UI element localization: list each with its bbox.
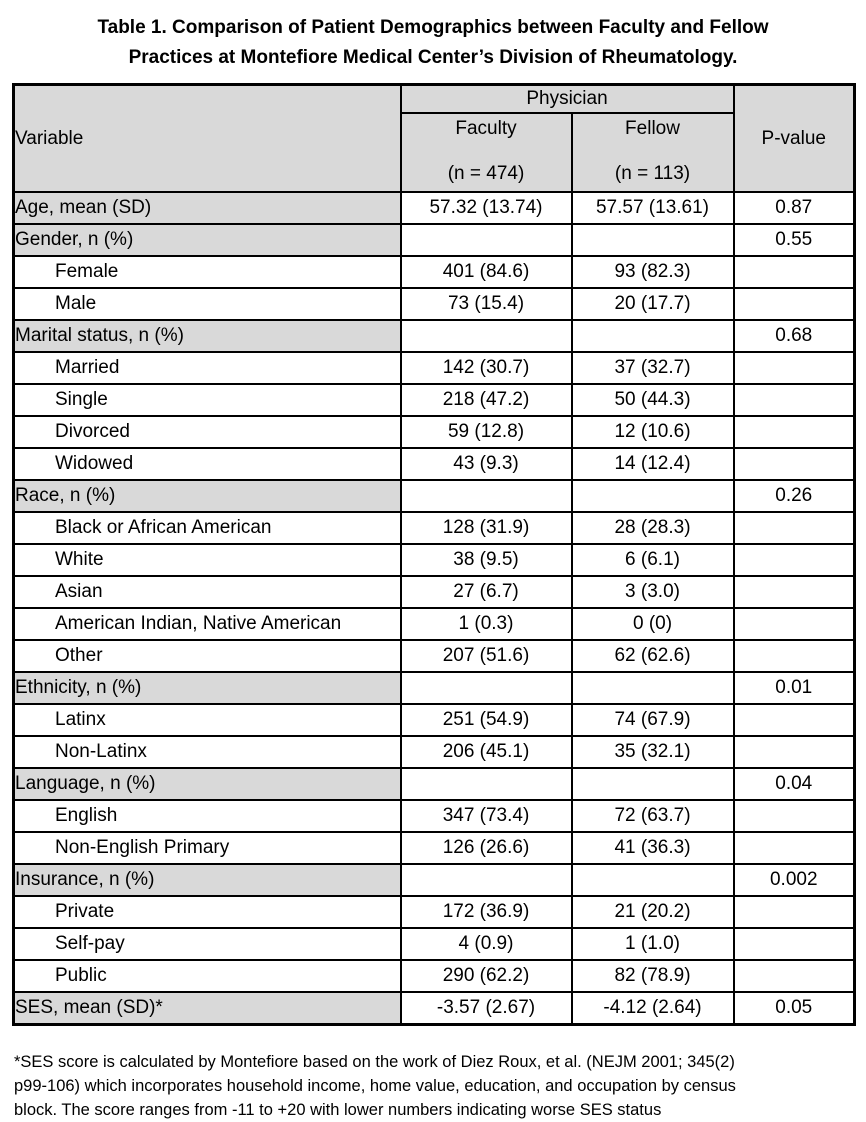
variable-cell: Asian bbox=[14, 576, 401, 608]
faculty-value-cell: 347 (73.4) bbox=[401, 800, 572, 832]
table-figure-page bbox=[0, 13, 866, 1119]
fellow-value-cell bbox=[572, 224, 734, 256]
variable-cell: Gender, n (%) bbox=[14, 224, 401, 256]
pvalue-cell bbox=[734, 896, 855, 928]
pvalue-cell: 0.04 bbox=[734, 768, 855, 800]
pvalue-cell: 0.87 bbox=[734, 192, 855, 224]
pvalue-cell: 0.68 bbox=[734, 320, 855, 352]
pvalue-cell bbox=[734, 288, 855, 320]
category-row bbox=[14, 672, 855, 704]
faculty-value-cell: 57.32 (13.74) bbox=[401, 192, 572, 224]
variable-cell: Non-Latinx bbox=[14, 736, 401, 768]
table-title bbox=[0, 13, 866, 73]
fellow-value-cell: 21 (20.2) bbox=[572, 896, 734, 928]
faculty-value-cell bbox=[401, 320, 572, 352]
pvalue-cell bbox=[734, 256, 855, 288]
variable-cell: English bbox=[14, 800, 401, 832]
footnote-line1: *SES score is calculated by Montefiore based on the work of Diez Roux, et al. (NEJM 2001; 345(2) bbox=[14, 1053, 735, 1071]
table-footnote bbox=[14, 1050, 866, 1122]
variable-cell: Insurance, n (%) bbox=[14, 864, 401, 896]
pvalue-cell: 0.26 bbox=[734, 480, 855, 512]
variable-cell: Married bbox=[14, 352, 401, 384]
sub-item-row bbox=[14, 832, 855, 864]
variable-cell: American Indian, Native American bbox=[14, 608, 401, 640]
pvalue-cell bbox=[734, 640, 855, 672]
faculty-value-cell: 59 (12.8) bbox=[401, 416, 572, 448]
category-row bbox=[14, 992, 855, 1025]
table-body bbox=[14, 192, 855, 1025]
sub-item-row bbox=[14, 256, 855, 288]
physician-column-group-header: Physician bbox=[401, 85, 734, 114]
footnote-line2: p99-106) which incorporates household income, home value, education, and occupation by census bbox=[14, 1077, 736, 1095]
fellow-label: Fellow bbox=[625, 118, 680, 139]
pvalue-cell: 0.01 bbox=[734, 672, 855, 704]
fellow-value-cell bbox=[572, 864, 734, 896]
pvalue-cell bbox=[734, 736, 855, 768]
pvalue-cell bbox=[734, 960, 855, 992]
fellow-value-cell: 28 (28.3) bbox=[572, 512, 734, 544]
faculty-value-cell: 126 (26.6) bbox=[401, 832, 572, 864]
faculty-value-cell bbox=[401, 768, 572, 800]
sub-item-row bbox=[14, 704, 855, 736]
fellow-value-cell: 41 (36.3) bbox=[572, 832, 734, 864]
pvalue-cell bbox=[734, 416, 855, 448]
category-row bbox=[14, 480, 855, 512]
variable-cell: Female bbox=[14, 256, 401, 288]
fellow-value-cell: 74 (67.9) bbox=[572, 704, 734, 736]
faculty-value-cell: 73 (15.4) bbox=[401, 288, 572, 320]
sub-item-row bbox=[14, 608, 855, 640]
sub-item-row bbox=[14, 896, 855, 928]
variable-cell: Ethnicity, n (%) bbox=[14, 672, 401, 704]
pvalue-cell: 0.002 bbox=[734, 864, 855, 896]
sub-item-row bbox=[14, 448, 855, 480]
sub-item-row bbox=[14, 640, 855, 672]
variable-cell: Single bbox=[14, 384, 401, 416]
pvalue-cell bbox=[734, 800, 855, 832]
sub-item-row bbox=[14, 800, 855, 832]
sub-item-row bbox=[14, 416, 855, 448]
faculty-value-cell: 207 (51.6) bbox=[401, 640, 572, 672]
sub-item-row bbox=[14, 384, 855, 416]
category-row bbox=[14, 224, 855, 256]
fellow-value-cell bbox=[572, 320, 734, 352]
faculty-value-cell: 401 (84.6) bbox=[401, 256, 572, 288]
pvalue-column-header: P-value bbox=[734, 85, 855, 193]
variable-cell: Private bbox=[14, 896, 401, 928]
sub-item-row bbox=[14, 736, 855, 768]
faculty-value-cell bbox=[401, 672, 572, 704]
fellow-value-cell: 72 (63.7) bbox=[572, 800, 734, 832]
fellow-value-cell: 20 (17.7) bbox=[572, 288, 734, 320]
faculty-value-cell bbox=[401, 224, 572, 256]
sub-item-row bbox=[14, 512, 855, 544]
variable-cell: White bbox=[14, 544, 401, 576]
variable-cell: Marital status, n (%) bbox=[14, 320, 401, 352]
variable-cell: Divorced bbox=[14, 416, 401, 448]
variable-cell: Age, mean (SD) bbox=[14, 192, 401, 224]
faculty-label: Faculty bbox=[455, 118, 517, 139]
fellow-value-cell: 57.57 (13.61) bbox=[572, 192, 734, 224]
faculty-value-cell: 142 (30.7) bbox=[401, 352, 572, 384]
category-row bbox=[14, 192, 855, 224]
faculty-column-header bbox=[401, 113, 572, 192]
fellow-value-cell: 12 (10.6) bbox=[572, 416, 734, 448]
pvalue-cell bbox=[734, 608, 855, 640]
category-row bbox=[14, 320, 855, 352]
fellow-value-cell: 62 (62.6) bbox=[572, 640, 734, 672]
category-row bbox=[14, 768, 855, 800]
variable-cell: Male bbox=[14, 288, 401, 320]
pvalue-cell bbox=[734, 448, 855, 480]
fellow-value-cell: 82 (78.9) bbox=[572, 960, 734, 992]
pvalue-cell: 0.55 bbox=[734, 224, 855, 256]
header-row-top bbox=[14, 85, 855, 114]
variable-cell: SES, mean (SD)* bbox=[14, 992, 401, 1025]
fellow-value-cell: 3 (3.0) bbox=[572, 576, 734, 608]
fellow-value-cell: 14 (12.4) bbox=[572, 448, 734, 480]
faculty-value-cell bbox=[401, 864, 572, 896]
pvalue-cell bbox=[734, 384, 855, 416]
pvalue-cell bbox=[734, 544, 855, 576]
variable-cell: Other bbox=[14, 640, 401, 672]
pvalue-cell bbox=[734, 352, 855, 384]
pvalue-cell: 0.05 bbox=[734, 992, 855, 1025]
fellow-value-cell: 6 (6.1) bbox=[572, 544, 734, 576]
faculty-value-cell: 290 (62.2) bbox=[401, 960, 572, 992]
variable-cell: Non-English Primary bbox=[14, 832, 401, 864]
faculty-value-cell: 251 (54.9) bbox=[401, 704, 572, 736]
sub-item-row bbox=[14, 544, 855, 576]
pvalue-cell bbox=[734, 704, 855, 736]
faculty-value-cell: 1 (0.3) bbox=[401, 608, 572, 640]
footnote-line3: block. The score ranges from -11 to +20 with lower numbers indicating worse SES status bbox=[14, 1101, 662, 1119]
faculty-value-cell: 218 (47.2) bbox=[401, 384, 572, 416]
table-header bbox=[14, 85, 855, 193]
fellow-value-cell: -4.12 (2.64) bbox=[572, 992, 734, 1025]
table-title-line2: Practices at Montefiore Medical Center’s Division of Rheumatology. bbox=[128, 47, 738, 68]
pvalue-cell bbox=[734, 576, 855, 608]
fellow-value-cell bbox=[572, 480, 734, 512]
demographics-table bbox=[12, 83, 856, 1026]
faculty-value-cell bbox=[401, 480, 572, 512]
fellow-n: (n = 113) bbox=[614, 163, 691, 184]
pvalue-cell bbox=[734, 928, 855, 960]
faculty-value-cell: 206 (45.1) bbox=[401, 736, 572, 768]
variable-cell: Widowed bbox=[14, 448, 401, 480]
category-row bbox=[14, 864, 855, 896]
variable-cell: Self-pay bbox=[14, 928, 401, 960]
variable-cell: Public bbox=[14, 960, 401, 992]
faculty-value-cell: 172 (36.9) bbox=[401, 896, 572, 928]
fellow-value-cell: 50 (44.3) bbox=[572, 384, 734, 416]
faculty-value-cell: 4 (0.9) bbox=[401, 928, 572, 960]
sub-item-row bbox=[14, 928, 855, 960]
faculty-value-cell: 43 (9.3) bbox=[401, 448, 572, 480]
sub-item-row bbox=[14, 576, 855, 608]
sub-item-row bbox=[14, 352, 855, 384]
faculty-n: (n = 474) bbox=[447, 163, 525, 184]
table-title-line1: Table 1. Comparison of Patient Demographics between Faculty and Fellow bbox=[97, 17, 769, 38]
variable-cell: Race, n (%) bbox=[14, 480, 401, 512]
fellow-value-cell: 0 (0) bbox=[572, 608, 734, 640]
faculty-value-cell: 128 (31.9) bbox=[401, 512, 572, 544]
fellow-column-header bbox=[572, 113, 734, 192]
fellow-value-cell: 93 (82.3) bbox=[572, 256, 734, 288]
faculty-value-cell: 27 (6.7) bbox=[401, 576, 572, 608]
faculty-value-cell: 38 (9.5) bbox=[401, 544, 572, 576]
sub-item-row bbox=[14, 960, 855, 992]
pvalue-cell bbox=[734, 512, 855, 544]
variable-cell: Black or African American bbox=[14, 512, 401, 544]
pvalue-cell bbox=[734, 832, 855, 864]
fellow-value-cell: 35 (32.1) bbox=[572, 736, 734, 768]
variable-cell: Language, n (%) bbox=[14, 768, 401, 800]
fellow-value-cell: 1 (1.0) bbox=[572, 928, 734, 960]
sub-item-row bbox=[14, 288, 855, 320]
fellow-value-cell bbox=[572, 672, 734, 704]
fellow-value-cell bbox=[572, 768, 734, 800]
variable-cell: Latinx bbox=[14, 704, 401, 736]
variable-column-header: Variable bbox=[14, 85, 401, 193]
fellow-value-cell: 37 (32.7) bbox=[572, 352, 734, 384]
faculty-value-cell: -3.57 (2.67) bbox=[401, 992, 572, 1025]
